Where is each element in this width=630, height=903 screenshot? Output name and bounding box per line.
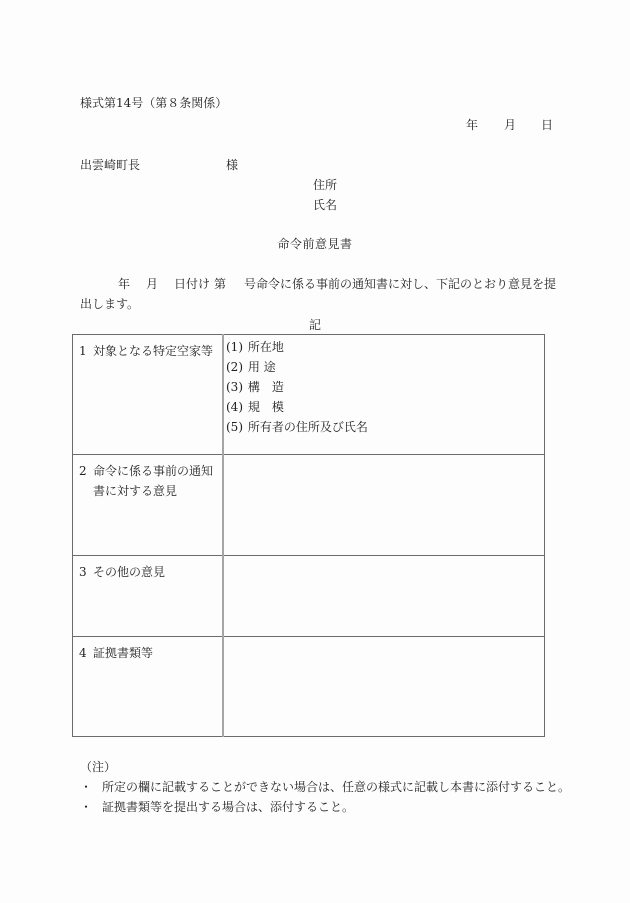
body-line-2: 出します。 xyxy=(80,297,140,311)
row-number: 3 xyxy=(79,565,87,579)
item-structure xyxy=(226,380,544,400)
name-label: 氏名 xyxy=(313,198,338,212)
row-number: 1 xyxy=(79,344,87,358)
body-line-1 xyxy=(80,278,560,292)
item-number: (1) xyxy=(226,340,243,354)
row-number: 4 xyxy=(79,646,87,660)
item-label: 所有者の住所及び氏名 xyxy=(247,420,368,434)
opinion-form-table xyxy=(72,334,545,737)
row-number: 2 xyxy=(79,464,87,478)
item-scale xyxy=(226,400,544,420)
body-year: 年 xyxy=(118,277,131,291)
note-item xyxy=(80,801,354,813)
row-label: その他の意見 xyxy=(93,565,166,579)
label-cell xyxy=(73,455,224,556)
document-title: 命令前意見書 xyxy=(277,237,353,251)
note-text: 証拠書類等を提出する場合は、添付すること。 xyxy=(102,800,355,814)
row-label-line-2: 書に対する意見 xyxy=(93,484,178,498)
date-day-label: 日 xyxy=(541,118,554,132)
bullet-icon: ・ xyxy=(80,800,93,814)
note-text: 所定の欄に記載することができない場合は、任意の様式に記載し本書に添付すること。 xyxy=(102,780,571,794)
body-month: 月 xyxy=(146,277,159,291)
table-row-other-opinion xyxy=(73,556,545,637)
row-label: 対象となる特定空家等 xyxy=(93,344,214,358)
ki-heading: 記 xyxy=(308,318,321,332)
item-label: 所在地 xyxy=(247,340,284,354)
note-item xyxy=(80,781,570,793)
table-row-evidence xyxy=(73,637,545,737)
label-cell xyxy=(73,637,224,737)
body-text: 号命令に係る事前の通知書に対し、下記のとおり意見を提 xyxy=(244,277,557,291)
table-row-notice-opinion xyxy=(73,455,545,556)
item-owner xyxy=(226,420,544,440)
item-label: 構 造 xyxy=(247,380,284,394)
item-number: (5) xyxy=(226,420,243,434)
property-details-cell[interactable] xyxy=(223,335,545,455)
label-cell xyxy=(73,556,224,637)
addressee: 出雲崎町長 xyxy=(80,158,141,172)
body-day-dated: 日付け xyxy=(174,277,211,291)
item-number: (2) xyxy=(226,360,243,374)
date-year-label: 年 xyxy=(466,118,479,132)
item-label: 用 途 xyxy=(247,360,276,374)
body-dai: 第 xyxy=(214,277,227,291)
other-opinion-input[interactable] xyxy=(223,556,545,637)
notes-heading: （注） xyxy=(80,760,117,774)
table-row-target-property xyxy=(73,335,545,455)
item-location xyxy=(226,340,544,360)
notice-opinion-input[interactable] xyxy=(223,455,545,556)
date-month-label: 月 xyxy=(504,118,517,132)
form-number: 様式第14号（第８条関係） xyxy=(80,96,228,110)
item-label: 規 模 xyxy=(247,400,284,414)
honorific: 様 xyxy=(226,158,239,172)
item-number: (3) xyxy=(226,380,243,394)
label-cell xyxy=(73,335,224,455)
evidence-input[interactable] xyxy=(223,637,545,737)
row-label-line-1: 命令に係る事前の通知 xyxy=(93,464,214,478)
item-number: (4) xyxy=(226,400,243,414)
bullet-icon: ・ xyxy=(80,780,93,794)
item-use xyxy=(226,360,544,380)
address-label: 住所 xyxy=(313,178,338,192)
row-label: 証拠書類等 xyxy=(93,646,154,660)
